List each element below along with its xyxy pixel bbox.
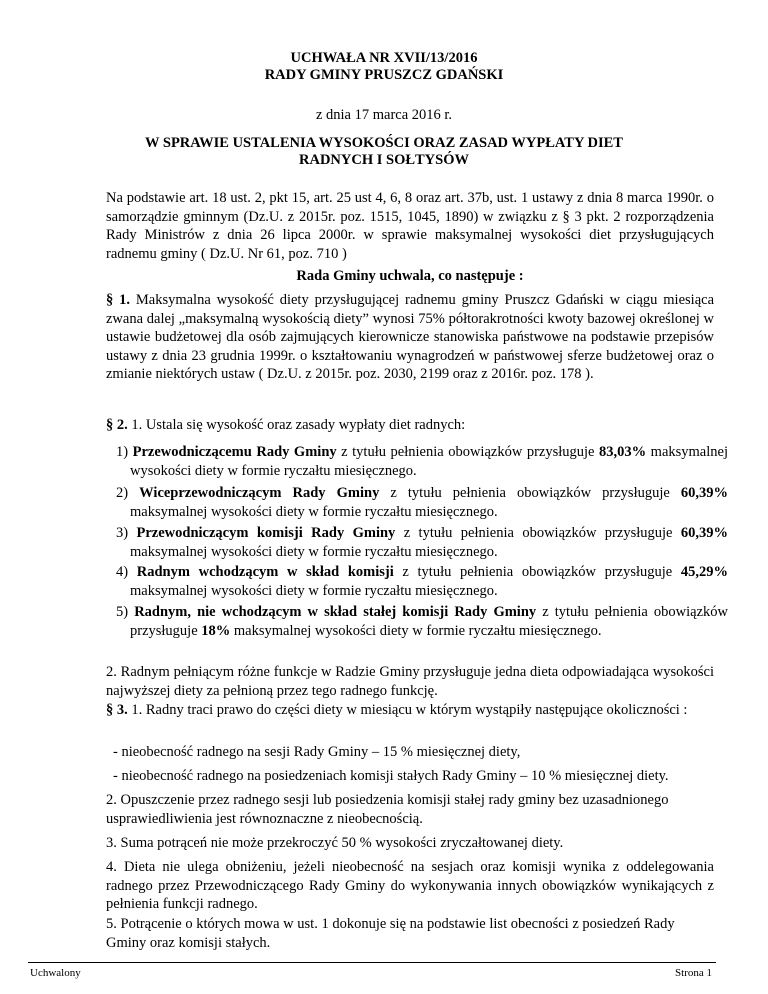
section-3-paragraph-2: 2. Opuszczenie przez radnego sesji lub posiedzenia komisji stałej rady gminy bez uzasadnionego usprawiedliwienia jest równoznaczne z nieobecnością. [106, 792, 669, 827]
list-item: 1) Przewodniczącemu Rady Gminy z tytułu pełnienia obowiązków przysługuje 83,03% maksymalnej wysokości diety w formie ryczałtu miesięcznego. [116, 444, 728, 479]
list-item: 5) Radnym, nie wchodzącym w skład stałej komisji Rady Gminy z tytułu pełnienia obowiązków przysługuje 18% maksymalnej wysokości diety w formie ryczałtu miesięcznego. [116, 604, 728, 639]
list-item: - nieobecność radnego na posiedzeniach komisji stałych Rady Gminy – 10 % miesięcznej diety. [113, 768, 669, 784]
section-3-label: § 3. [106, 702, 128, 718]
council-name: RADY GMINY PRUSZCZ GDAŃSKI [264, 67, 504, 83]
footer-divider [28, 962, 716, 963]
resolution-number: UCHWAŁA NR XVII/13/2016 [290, 50, 478, 66]
page-number: Strona 1 [675, 967, 712, 979]
section-2-intro [106, 416, 714, 435]
section-1-text: Maksymalna wysokość diety przysługującej radnemu gminy Pruszcz Gdański w ciągu miesiąca zwana dalej „maksymalną wysokością diety” wynosi 75% półtorakrotności kwoty bazowej określonej w ustawie budżetowej dla osób zajmujących kierownicze stanowiska państwowe na podstawie przepisów ustawy z dnia 23 grudnia 1999r. o kształtowaniu wynagrodzeń w państwowej sferze budżetowej oraz o zmianie niektórych ustaw ( Dz.U. z 2015r. poz. 2030, 2199 oraz z 2016r. poz. 178 ). [106, 292, 715, 383]
section-2-intro-text: 1. Ustala się wysokość oraz zasady wypłaty diet radnych: [127, 417, 466, 433]
section-1 [106, 291, 714, 384]
list-item: 2) Wiceprzewodniczącym Rady Gminy z tytułu pełnienia obowiązków przysługuje 60,39% maksymalnej wysokości diety w formie ryczałtu miesięcznego. [116, 485, 729, 520]
section-3-intro [106, 701, 714, 720]
section-3-paragraph-4: 4. Dieta nie ulega obniżeniu, jeżeli nieobecność na sesjach oraz komisji wynika z oddelegowania radnego przez Przewodniczącego Rady Gminy do wykonywania innych obowiązków wynikających z pełnienia funkcji radnego. [106, 859, 714, 913]
list-item: - nieobecność radnego na sesji Rady Gminy – 15 % miesięcznej diety, [113, 744, 521, 760]
footer-status: Uchwalony [30, 967, 81, 979]
resolves-heading: Rada Gminy uchwala, co następuje : [296, 268, 524, 284]
preamble: Na podstawie art. 18 ust. 2, pkt 15, art. 25 ust 4, 6, 8 oraz art. 37b, ust. 1 ustawy z dnia 8 marca 1990r. o samorządzie gminnym (Dz.U. z 2015r. poz. 1515, 1045, 1890) w związku z § 3 pkt. 2 rozporządzenia Rady Ministrów z dnia 26 lipca 2000r. w sprawie maksymalnej wysokości diet przysługujących radnemu gminy ( Dz.U. Nr 61, poz. 710 ) [106, 190, 714, 262]
list-item: 3) Przewodniczącym komisji Rady Gminy z tytułu pełnienia obowiązków przysługuje 60,39% maksymalnej wysokości diety w formie ryczałtu miesięcznego. [116, 525, 728, 560]
section-2-label: § 2. [106, 417, 128, 433]
section-3-intro-text: 1. Radny traci prawo do części diety w miesiącu w którym wystąpiły następujące okoliczności : [127, 702, 688, 718]
resolution-date: z dnia 17 marca 2016 r. [315, 107, 453, 123]
document-title: W SPRAWIE USTALENIA WYSOKOŚCI ORAZ ZASAD WYPŁATY DIET RADNYCH I SOŁTYSÓW [145, 135, 623, 168]
section-1-label: § 1. [106, 292, 130, 308]
section-3-paragraph-3: 3. Suma potrąceń nie może przekroczyć 50 % wysokości zryczałtowanej diety. [106, 835, 564, 851]
list-item: 4) Radnym wchodzącym w skład komisji z tytułu pełnienia obowiązków przysługuje 45,29% maksymalnej wysokości diety w formie ryczałtu miesięcznego. [116, 564, 729, 599]
section-2-paragraph-2: 2. Radnym pełniącym różne funkcje w Radzie Gminy przysługuje jedna dieta odpowiadająca wysokości najwyższej diety za pełnioną przez tego radnego funkcję. [106, 664, 714, 699]
section-3-paragraph-5: 5. Potrącenie o których mowa w ust. 1 dokonuje się na podstawie list obecności z posiedzeń Rady Gminy oraz komisji stałych. [106, 916, 675, 951]
